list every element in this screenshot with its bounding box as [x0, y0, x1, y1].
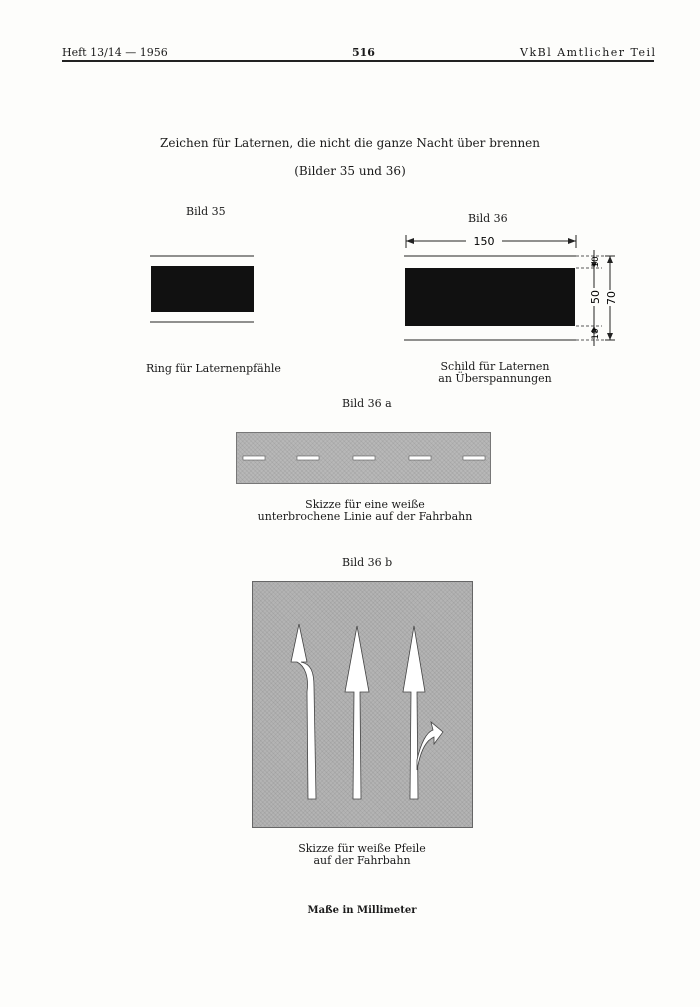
straight-arrow-icon [345, 626, 369, 799]
bild36a-road-strip [236, 432, 491, 484]
dim-total-text: 70 [605, 291, 618, 305]
bild36b-caption-line1: Skizze für weiße Pfeile [298, 842, 426, 855]
page-number: 516 [352, 46, 375, 59]
bild36a-caption [240, 499, 490, 523]
dash-3 [353, 456, 375, 460]
header-rule [62, 60, 654, 62]
bild35-ring-figure [148, 252, 258, 326]
left-turn-arrow-icon [291, 624, 316, 799]
bild36-caption-line2: an Überspannungen [438, 372, 552, 385]
bild35-black-band [151, 266, 254, 312]
bild36-label: Bild 36 [468, 212, 508, 225]
dim-width-text: 150 [473, 235, 495, 248]
bild36b-label: Bild 36 b [342, 556, 393, 569]
straight-right-arrow-stem-icon [403, 626, 425, 799]
bild36b-caption-line2: auf der Fahrbahn [313, 854, 411, 867]
dim-width-arrow-right [568, 238, 576, 244]
dim-middle-text: 50 [589, 290, 602, 304]
dash-1 [243, 456, 265, 460]
dash-5 [463, 456, 485, 460]
dim-top-text: 10 [591, 256, 601, 268]
dash-4 [409, 456, 431, 460]
bild36a-label: Bild 36 a [342, 397, 392, 410]
units-note: Maße in Millimeter [307, 905, 417, 916]
page-subtitle: (Bilder 35 und 36) [294, 164, 406, 178]
page-title: Zeichen für Laternen, die nicht die ganze Nacht über brennen [160, 136, 540, 150]
bild36-caption [420, 361, 570, 385]
dash-2 [297, 456, 319, 460]
bild36b-caption [262, 843, 462, 867]
dim-bottom-text: 10 [591, 328, 601, 340]
bild36a-caption-line2: unterbrochene Linie auf der Fahrbahn [257, 510, 473, 523]
bild35-label: Bild 35 [186, 205, 226, 218]
header-left: Heft 13/14 — 1956 [62, 46, 168, 59]
right-turn-branch-icon [417, 722, 443, 770]
dim-width-arrow-left [406, 238, 414, 244]
bild36-caption-line1: Schild für Laternen [440, 360, 550, 373]
bild36a-caption-line1: Skizze für eine weiße [305, 498, 425, 511]
arrows-figure [253, 582, 472, 827]
bild36b-road-square [252, 581, 473, 828]
bild36-sign-figure [398, 232, 630, 347]
dashed-line-figure [237, 433, 490, 483]
bild35-caption: Ring für Laternenpfähle [146, 362, 281, 375]
bild36-black-band [405, 268, 575, 326]
header-right: VkBl Amtlicher Teil [520, 46, 657, 59]
